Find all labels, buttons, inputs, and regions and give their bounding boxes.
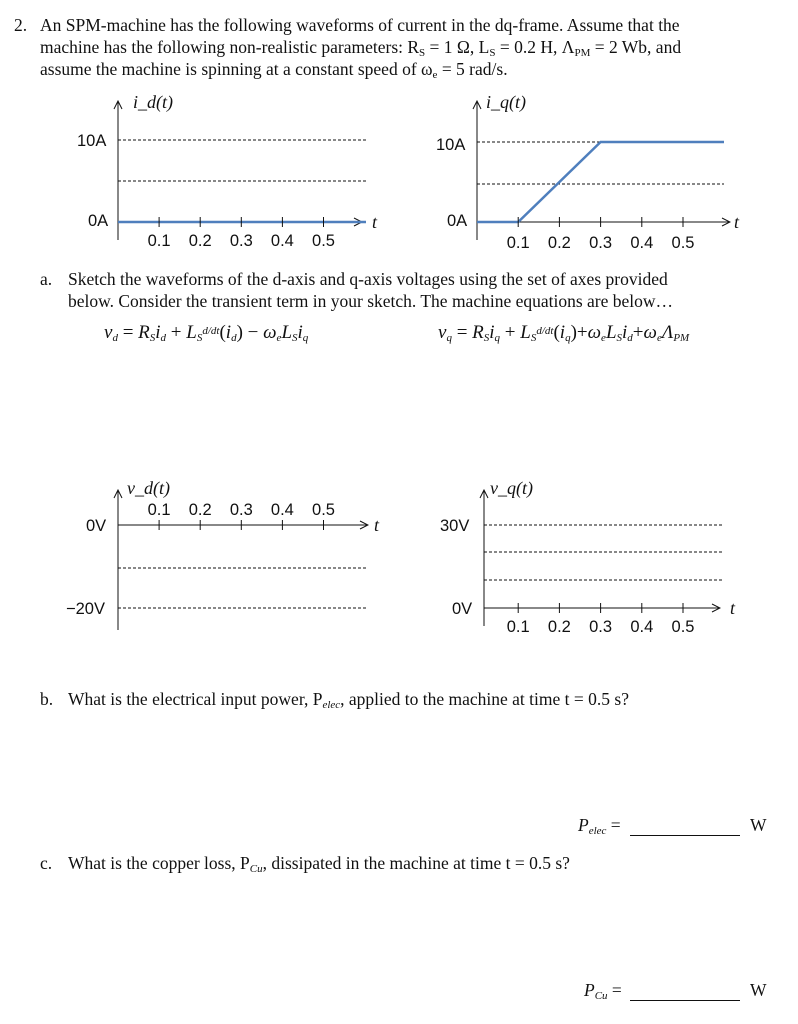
text-seg: What is the electrical input power, P — [68, 689, 323, 709]
text-seg: = 2 Wb, and — [590, 37, 682, 57]
id-xtick-label-1: 0.1 — [147, 232, 171, 250]
sub: e — [432, 69, 438, 81]
part-b-question — [68, 689, 629, 709]
part-b-label: b. — [40, 689, 54, 709]
vd-ytick-20v: −20V — [66, 600, 105, 618]
chart-vd — [66, 478, 380, 630]
id-xtick-label-2: 0.2 — [188, 232, 212, 250]
p-elec-unit: W — [750, 815, 767, 835]
id-ylabel: i_d(t) — [133, 92, 173, 112]
id-ytick-0a: 0A — [88, 212, 109, 230]
iq-xtick-label-2: 0.2 — [547, 234, 571, 252]
id-xtick-label-5: 0.5 — [312, 232, 335, 250]
sub: PM — [574, 47, 591, 59]
text-seg: assume the machine is spinning at a constant speed of ω — [40, 59, 433, 79]
text-seg: , dissipated in the machine at time t = 0.5 s? — [262, 853, 570, 873]
id-xtick-label-3: 0.3 — [229, 232, 253, 250]
vq-ylabel: v_q(t) — [490, 478, 533, 498]
part-a-line-1: Sketch the waveforms of the d-axis and q-axis voltages using the set of axes provided — [68, 269, 668, 289]
problem-number: 2. — [14, 15, 28, 35]
iq-current-trace — [477, 142, 724, 222]
chart-iq — [436, 92, 740, 252]
id-ytick-10a: 10A — [77, 132, 107, 150]
chart-id — [77, 92, 378, 250]
equation-vq: $v_q = R_Si_q + L_S^{d/dt}(i_q)+\omega_eL_Si_d+\omega_e\Lambda_{PM}$ — [438, 322, 690, 344]
vq-ytick-0v: 0V — [452, 600, 473, 618]
vq-xtick-label-2: 0.2 — [547, 618, 571, 636]
text-seg: = 1 Ω, L — [425, 37, 490, 57]
p-cu-answer-blank[interactable] — [630, 1000, 740, 1001]
id-xtick-label-4: 0.4 — [270, 232, 294, 250]
text-seg: P — [584, 980, 595, 1000]
part-a-line-2: below. Consider the transient term in your sketch. The machine equations are below… — [68, 291, 674, 311]
sub: S — [419, 47, 426, 59]
vq-xtick-label-1: 0.1 — [506, 618, 530, 636]
part-a-label: a. — [40, 269, 53, 289]
iq-ylabel: i_q(t) — [486, 92, 526, 112]
sub: S — [489, 47, 496, 59]
vd-ytick-0v: 0V — [86, 517, 107, 535]
vq-xlabel: t — [730, 598, 736, 618]
iq-ytick-10a: 10A — [436, 136, 466, 154]
chart-vq — [440, 478, 736, 636]
sub: elec — [588, 825, 607, 837]
vd-xlabel: t — [374, 515, 380, 535]
vq-xtick-label-5: 0.5 — [671, 618, 695, 636]
id-xlabel: t — [372, 212, 378, 232]
text-seg: P — [578, 815, 589, 835]
part-c-question — [68, 853, 570, 873]
iq-xtick-label-5: 0.5 — [671, 234, 695, 252]
vq-xtick-label-4: 0.4 — [630, 618, 654, 636]
vd-xtick-label-5: 0.5 — [312, 501, 335, 519]
iq-xtick-label-4: 0.4 — [630, 234, 654, 252]
text-seg: , applied to the machine at time t = 0.5 s? — [340, 689, 629, 709]
sub: elec — [322, 699, 341, 711]
iq-xtick-label-3: 0.3 — [589, 234, 613, 252]
sub: Cu — [249, 863, 263, 875]
vd-xtick-label-1: 0.1 — [147, 501, 171, 519]
vq-ytick-30v: 30V — [440, 517, 470, 535]
part-c-label: c. — [40, 853, 53, 873]
problem-line-1: An SPM-machine has the following waveforms of current in the dq-frame. Assume that the — [40, 15, 680, 35]
text-seg: What is the copper loss, P — [68, 853, 250, 873]
vq-xtick-label-3: 0.3 — [589, 618, 613, 636]
equation-vd: $v_d = R_Si_d + L_S^{d/dt}(i_d) - \omega_eL_Si_q$ — [104, 322, 309, 344]
vd-ylabel: v_d(t) — [127, 478, 170, 498]
text-seg: machine has the following non-realistic parameters: R — [40, 37, 420, 57]
vd-xtick-label-4: 0.4 — [270, 501, 294, 519]
p-cu-unit: W — [750, 980, 767, 1000]
iq-xlabel: t — [734, 212, 740, 232]
p-elec-label: $P_{elec}$ = — [578, 815, 621, 837]
iq-xtick-label-1: 0.1 — [506, 234, 530, 252]
iq-ytick-0a: 0A — [447, 212, 468, 230]
text-seg: = 5 rad/s. — [437, 59, 508, 79]
vd-xtick-label-3: 0.3 — [229, 501, 253, 519]
text-seg: = 0.2 H, Λ — [495, 37, 575, 57]
p-cu-label: $P_{Cu}$ = — [584, 980, 622, 1002]
sub: Cu — [594, 990, 608, 1002]
p-elec-answer-blank[interactable] — [630, 835, 740, 836]
vd-xtick-label-2: 0.2 — [188, 501, 212, 519]
